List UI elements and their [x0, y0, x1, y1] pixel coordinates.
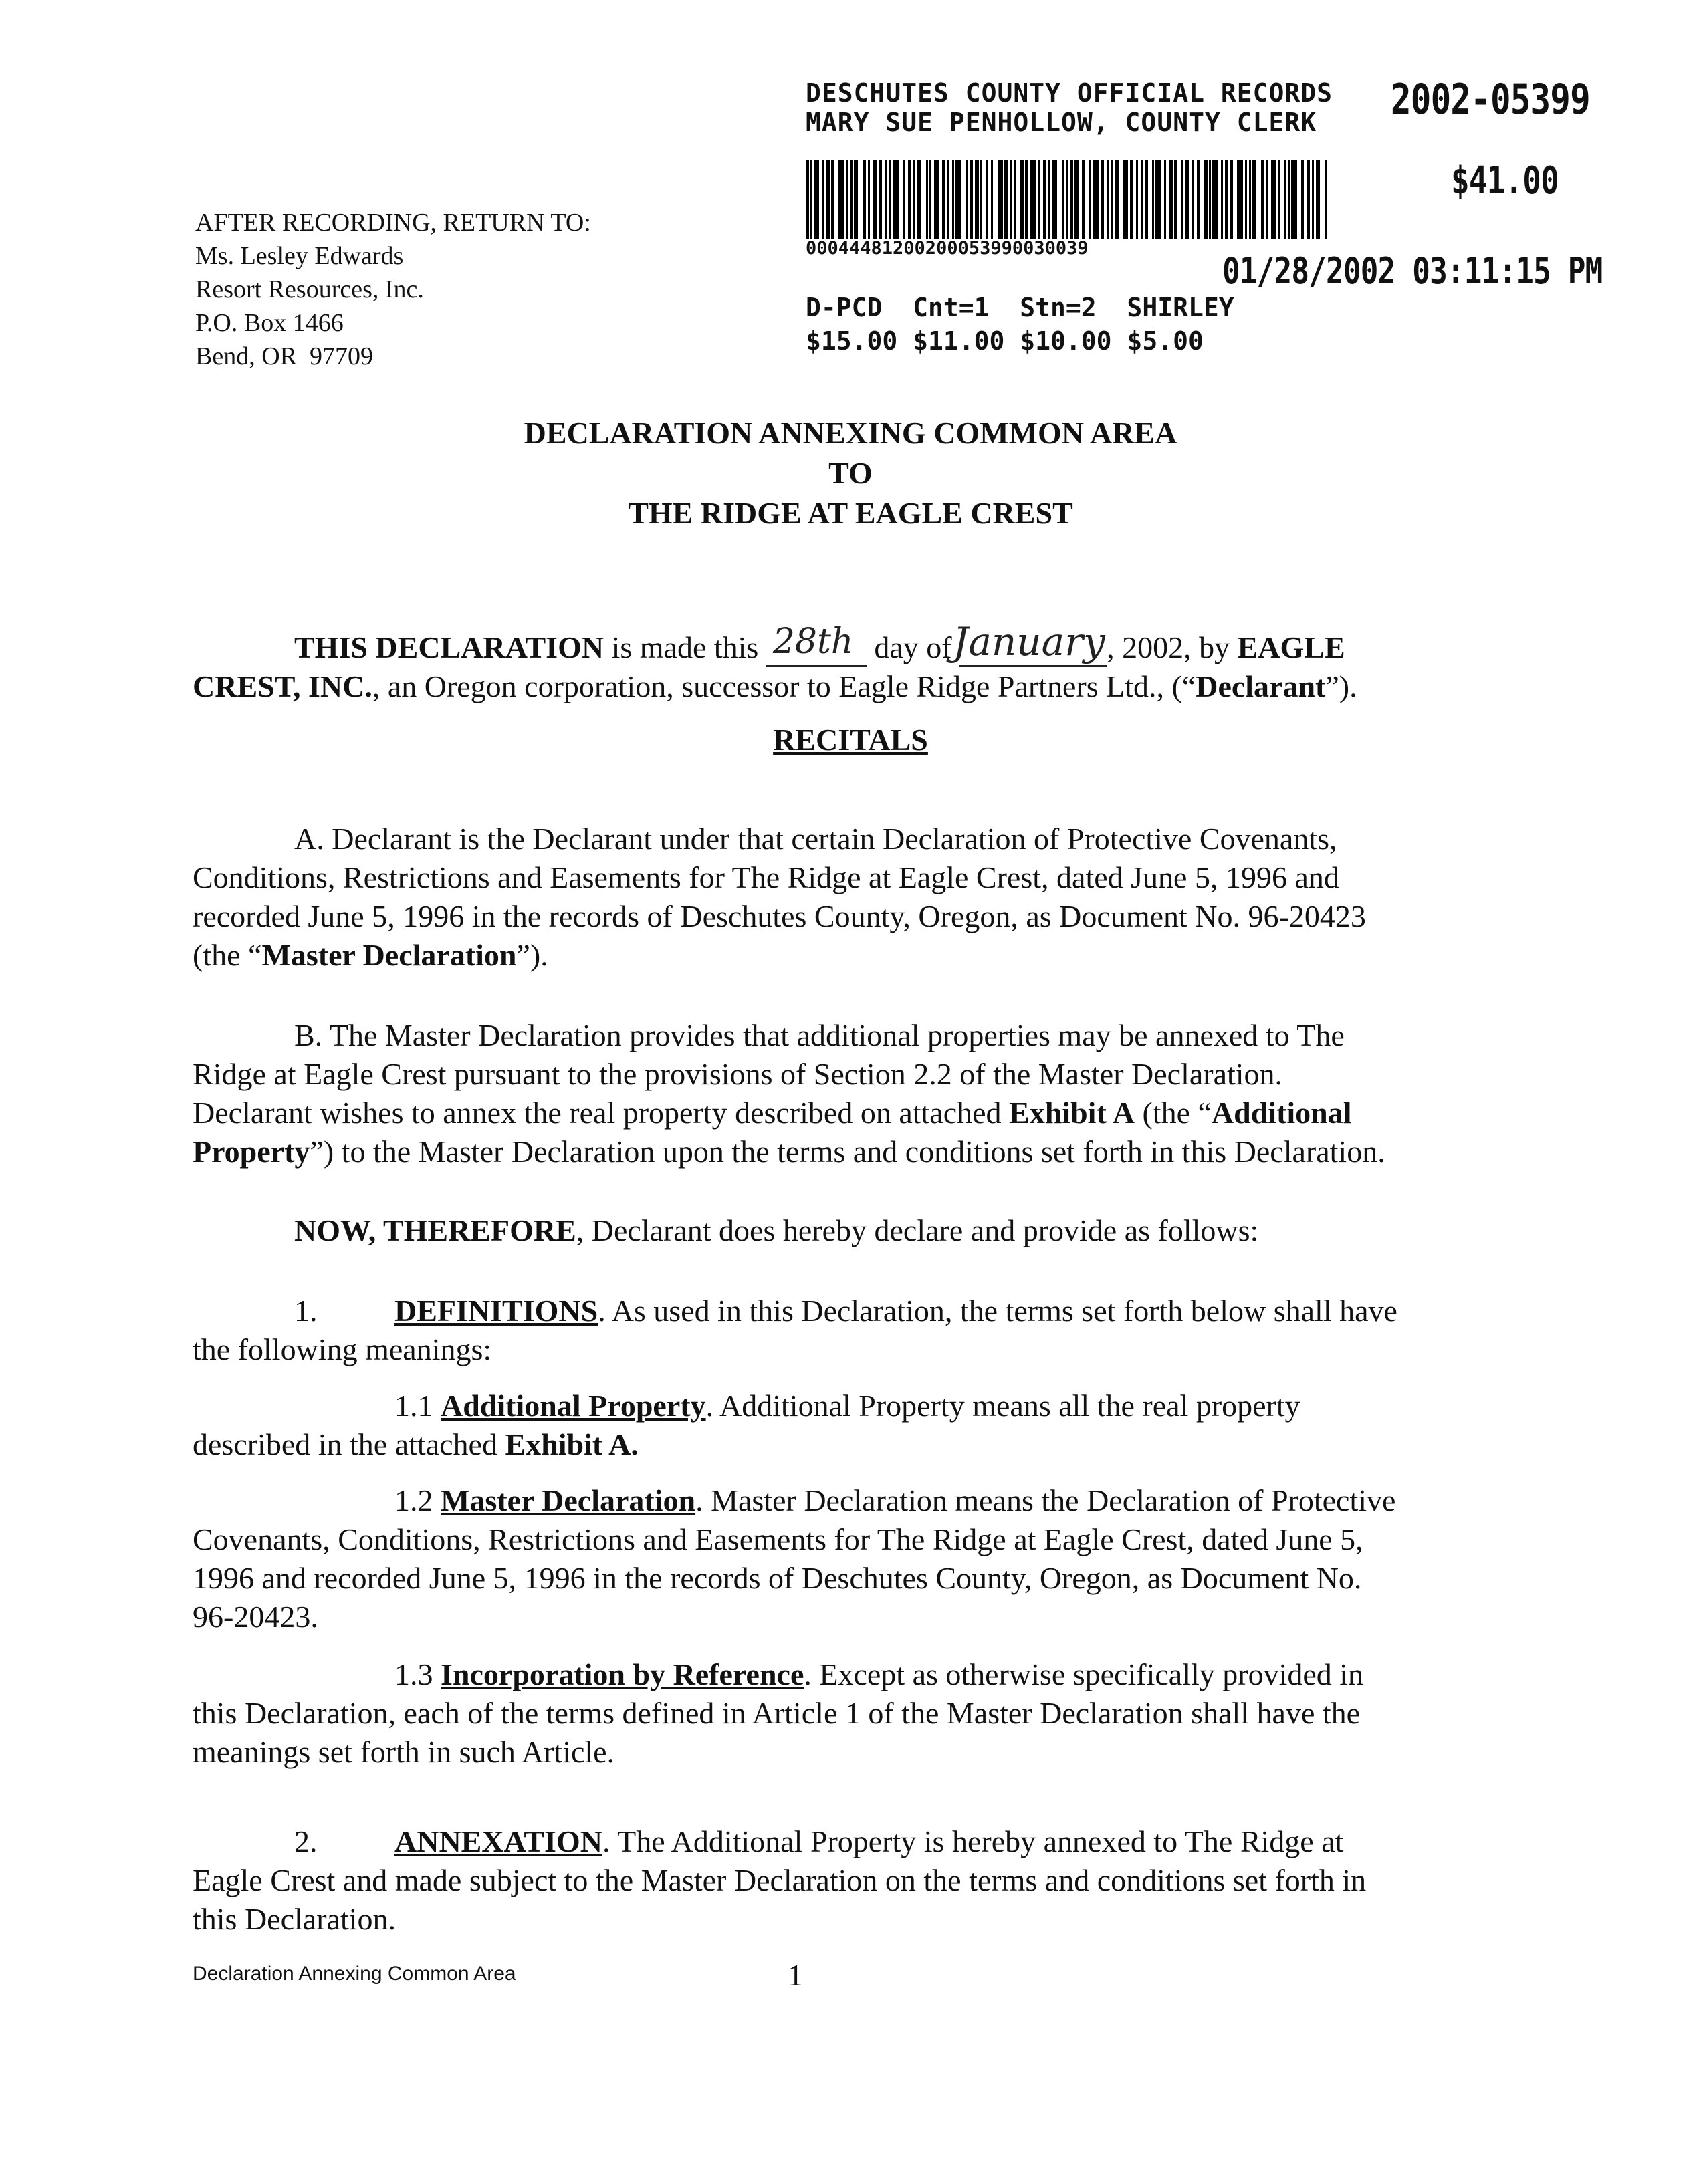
recital-b-exhibit-a: Exhibit A — [1009, 1096, 1135, 1130]
barcode-bar — [917, 160, 921, 239]
barcode-bar — [929, 160, 931, 239]
barcode-bar — [1174, 160, 1177, 239]
page-number: 1 — [788, 1958, 803, 1992]
barcode-bar — [1245, 160, 1247, 239]
barcode-bar — [868, 160, 870, 239]
barcode-bar — [1043, 160, 1046, 239]
recital-b-line3-pre: Declarant wishes to annex the real property described on attached — [193, 1096, 1010, 1130]
barcode-bar — [980, 160, 982, 239]
barcode-bar — [1316, 160, 1320, 239]
section2-line1 — [294, 1822, 1343, 1861]
intro-eagle: EAGLE — [1237, 630, 1345, 664]
month-handwritten: January — [953, 619, 1105, 664]
return-to-heading: AFTER RECORDING, RETURN TO: — [195, 209, 591, 237]
now-therefore — [294, 1211, 1258, 1250]
barcode-bar — [955, 160, 961, 239]
barcode-bar — [1164, 160, 1166, 239]
intro-year-by: , 2002, by — [1107, 630, 1238, 664]
recording-fees: $15.00 $11.00 $10.00 $5.00 — [806, 326, 1204, 356]
barcode-bar — [986, 160, 989, 239]
section1-heading: DEFINITIONS — [394, 1294, 598, 1328]
return-to-block — [195, 206, 591, 373]
def-1-2-line1-rest: . Master Declaration means the Declaration of Protective — [695, 1483, 1396, 1518]
barcode-bar — [1312, 160, 1314, 239]
barcode-bar — [1136, 160, 1138, 239]
barcode — [806, 160, 1341, 239]
barcode-bar — [1185, 160, 1190, 239]
title-line1: DECLARATION ANNEXING COMMON AREA — [524, 416, 1177, 450]
barcode-bar — [1301, 160, 1305, 239]
def-1-2-heading: Master Declaration — [441, 1483, 696, 1518]
barcode-bar — [926, 160, 928, 239]
section1-number: 1. — [294, 1294, 318, 1328]
recital-b-line4-post: ”) to the Master Declaration upon the terms and conditions set forth in this Declaration. — [310, 1134, 1385, 1169]
recitals-heading-wrap — [0, 721, 1701, 759]
intro-close: ”). — [1325, 669, 1357, 703]
barcode-bar — [863, 160, 866, 239]
intro-made-this: is made this — [604, 630, 766, 664]
barcode-bar — [952, 160, 954, 239]
barcode-bar — [1209, 160, 1211, 239]
intro-line2 — [193, 667, 1357, 706]
intro-declarant: Declarant — [1196, 669, 1326, 703]
intro-rest: , an Oregon corporation, successor to Eagle Ridge Partners Ltd., (“ — [372, 669, 1196, 703]
recital-b-line2: Ridge at Eagle Crest pursuant to the provisions of Section 2.2 of the Master Declaration. — [193, 1057, 1283, 1091]
barcode-bar — [1048, 160, 1050, 239]
barcode-bar — [873, 160, 878, 239]
barcode-bar — [846, 160, 848, 239]
barcode-bar — [1030, 160, 1036, 239]
barcode-bar — [814, 160, 819, 239]
def-1-3-line1-rest: . Except as otherwise specifically provided in — [804, 1657, 1364, 1691]
intro-lead: THIS DECLARATION — [294, 630, 604, 664]
section2-line1-rest: . The Additional Property is hereby annexed to The Ridge at — [602, 1824, 1344, 1858]
barcode-bar — [889, 160, 891, 239]
recital-b-line3 — [193, 1094, 1352, 1132]
barcode-bar — [1261, 160, 1264, 239]
recording-codes: D-PCD Cnt=1 Stn=2 SHIRLEY — [806, 293, 1234, 322]
return-to-po-box: P.O. Box 1466 — [195, 309, 344, 337]
title-line3: THE RIDGE AT EAGLE CREST — [628, 496, 1073, 530]
def-1-1-line1 — [394, 1386, 1300, 1425]
barcode-bar — [893, 160, 899, 239]
def-1-1-exhibit-a: Exhibit A. — [505, 1427, 639, 1461]
barcode-bar — [908, 160, 911, 239]
barcode-bar — [1197, 160, 1200, 239]
def-1-3-line2: this Declaration, each of the terms defined in Article 1 of the Master Declaration shall have the — [193, 1696, 1361, 1730]
barcode-bar — [1010, 160, 1012, 239]
barcode-bar — [1111, 160, 1113, 239]
barcode-bar — [975, 160, 979, 239]
barcode-bar — [1271, 160, 1276, 239]
barcode-bar — [1123, 160, 1129, 239]
barcode-bar — [850, 160, 853, 239]
day-blank — [766, 622, 867, 667]
now-therefore-rest: , Declarant does hereby declare and provide as follows: — [576, 1213, 1259, 1247]
barcode-bar — [1070, 160, 1073, 239]
barcode-bar — [854, 160, 858, 239]
barcode-bar — [1252, 160, 1256, 239]
barcode-bar — [1062, 160, 1064, 239]
recital-a-line1: A. Declarant is the Declarant under that certain Declaration of Protective Covenants, — [294, 822, 1337, 856]
def-1-1-number: 1.1 — [394, 1388, 441, 1423]
footer-label: Declaration Annexing Common Area — [193, 1963, 516, 1985]
return-to-city: Bend, OR 97709 — [195, 342, 373, 370]
barcode-bar — [810, 160, 812, 239]
barcode-bar — [1038, 160, 1040, 239]
barcode-bar — [1266, 160, 1268, 239]
document-title — [0, 413, 1701, 533]
barcode-bar — [1020, 160, 1024, 239]
barcode-bar — [942, 160, 945, 239]
barcode-bar — [913, 160, 915, 239]
def-1-2-line1 — [394, 1481, 1395, 1520]
section2-heading: ANNEXATION — [394, 1824, 602, 1858]
day-handwritten: 28th — [772, 622, 854, 662]
month-blank — [953, 619, 1107, 667]
barcode-bar — [1130, 160, 1133, 239]
recording-fee: $41.00 — [1451, 159, 1559, 203]
def-1-2-line4: 96-20423. — [193, 1600, 318, 1634]
barcode-bar — [1325, 160, 1327, 239]
barcode-bar — [1237, 160, 1243, 239]
intro-line1 — [294, 619, 1345, 667]
barcode-bar — [1288, 160, 1290, 239]
barcode-bar — [966, 160, 968, 239]
now-therefore-bold: NOW, THEREFORE — [294, 1213, 576, 1247]
document-number: 2002-05399 — [1391, 75, 1590, 124]
def-1-2-number: 1.2 — [394, 1483, 441, 1518]
barcode-bar — [1230, 160, 1233, 239]
recital-a-line4-post: ”). — [516, 938, 548, 972]
barcode-bar — [1181, 160, 1183, 239]
recital-b-line1: B. The Master Declaration provides that additional properties may be annexed to The — [294, 1018, 1345, 1052]
recital-a-line3: recorded June 5, 1996 in the records of Deschutes County, Oregon, as Document No. 96-20423 — [193, 899, 1366, 933]
recital-a-line4-pre: (the “ — [193, 938, 262, 972]
barcode-bar — [1101, 160, 1105, 239]
recitals-heading: RECITALS — [773, 723, 928, 757]
barcode-bar — [1204, 160, 1208, 239]
def-1-1-heading: Additional Property — [441, 1388, 706, 1423]
recital-a-line4 — [193, 936, 548, 975]
recital-b-line4 — [193, 1132, 1385, 1171]
barcode-bar — [838, 160, 844, 239]
section2-number: 2. — [294, 1824, 318, 1858]
def-1-1-line2-pre: described in the attached — [193, 1427, 505, 1461]
barcode-bar — [1093, 160, 1099, 239]
barcode-bar — [934, 160, 939, 239]
section2-line3: this Declaration. — [193, 1902, 396, 1936]
barcode-bar — [1082, 160, 1085, 239]
barcode-bar — [1145, 160, 1148, 239]
barcode-bar — [1155, 160, 1161, 239]
return-to-company: Resort Resources, Inc. — [195, 275, 424, 304]
barcode-bar — [1221, 160, 1223, 239]
barcode-bar — [1212, 160, 1218, 239]
barcode-bar — [806, 160, 809, 239]
barcode-bar — [1169, 160, 1173, 239]
section2-line2: Eagle Crest and made subject to the Master Declaration on the terms and conditions set forth in — [193, 1863, 1367, 1897]
barcode-bar — [1249, 160, 1251, 239]
barcode-bar — [1152, 160, 1154, 239]
barcode-bar — [1107, 160, 1109, 239]
barcode-bar — [879, 160, 883, 239]
recital-b-additional: Additional — [1211, 1096, 1352, 1130]
section1-line1-rest: . As used in this Declaration, the terms set forth below shall have — [598, 1294, 1397, 1328]
barcode-bar — [831, 160, 834, 239]
def-1-1-line1-rest: . Additional Property means all the real property — [705, 1388, 1300, 1423]
def-1-3-line1 — [394, 1655, 1363, 1694]
barcode-bar — [1192, 160, 1194, 239]
recital-a-line2: Conditions, Restrictions and Easements for The Ridge at Eagle Crest, dated June 5, 1996 and — [193, 860, 1339, 894]
barcode-bar — [822, 160, 824, 239]
barcode-bar — [885, 160, 887, 239]
intro-day-of: day of — [866, 630, 960, 664]
recital-a-master-declaration: Master Declaration — [261, 938, 517, 972]
def-1-3-number: 1.3 — [394, 1657, 441, 1691]
recital-b-line3-mid: (the “ — [1134, 1096, 1212, 1130]
barcode-bar — [1074, 160, 1079, 239]
barcode-bar — [998, 160, 1003, 239]
barcode-bar — [1291, 160, 1297, 239]
barcode-bar — [991, 160, 993, 239]
barcode-digits: 00044481200200053990030039 — [806, 238, 1089, 259]
title-line2: TO — [828, 456, 873, 490]
barcode-bar — [826, 160, 830, 239]
section1-line2: the following meanings: — [193, 1332, 492, 1366]
recital-b-property: Property — [193, 1134, 310, 1169]
def-1-1-line2 — [193, 1425, 639, 1464]
barcode-bar — [1284, 160, 1286, 239]
intro-crest: CREST, INC. — [193, 669, 372, 703]
barcode-bar — [970, 160, 974, 239]
def-1-2-line2: Covenants, Conditions, Restrictions and Easements for The Ridge at Eagle Crest, dated June 5, — [193, 1522, 1363, 1556]
barcode-bar — [1141, 160, 1144, 239]
barcode-bar — [1014, 160, 1016, 239]
barcode-bar — [1052, 160, 1058, 239]
barcode-bar — [947, 160, 950, 239]
barcode-bar — [1004, 160, 1008, 239]
barcode-bar — [1225, 160, 1228, 239]
barcode-bar — [1066, 160, 1068, 239]
recording-timestamp: 01/28/2002 03:11:15 PM — [1222, 250, 1603, 292]
recording-office-line2: MARY SUE PENHOLLOW, COUNTY CLERK — [806, 108, 1317, 137]
barcode-bar — [1278, 160, 1281, 239]
return-to-name: Ms. Lesley Edwards — [195, 242, 404, 270]
def-1-2-line3: 1996 and recorded June 5, 1996 in the records of Deschutes County, Oregon, as Document No. — [193, 1561, 1362, 1595]
barcode-bar — [1089, 160, 1091, 239]
barcode-bar — [1115, 160, 1119, 239]
def-1-3-line3: meanings set forth in such Article. — [193, 1735, 615, 1769]
barcode-bar — [903, 160, 906, 239]
recording-office-line1: DESCHUTES COUNTY OFFICIAL RECORDS — [806, 78, 1333, 108]
barcode-bar — [1025, 160, 1028, 239]
def-1-3-heading: Incorporation by Reference — [441, 1657, 804, 1691]
barcode-bar — [1307, 160, 1310, 239]
section1-line1 — [294, 1292, 1397, 1330]
